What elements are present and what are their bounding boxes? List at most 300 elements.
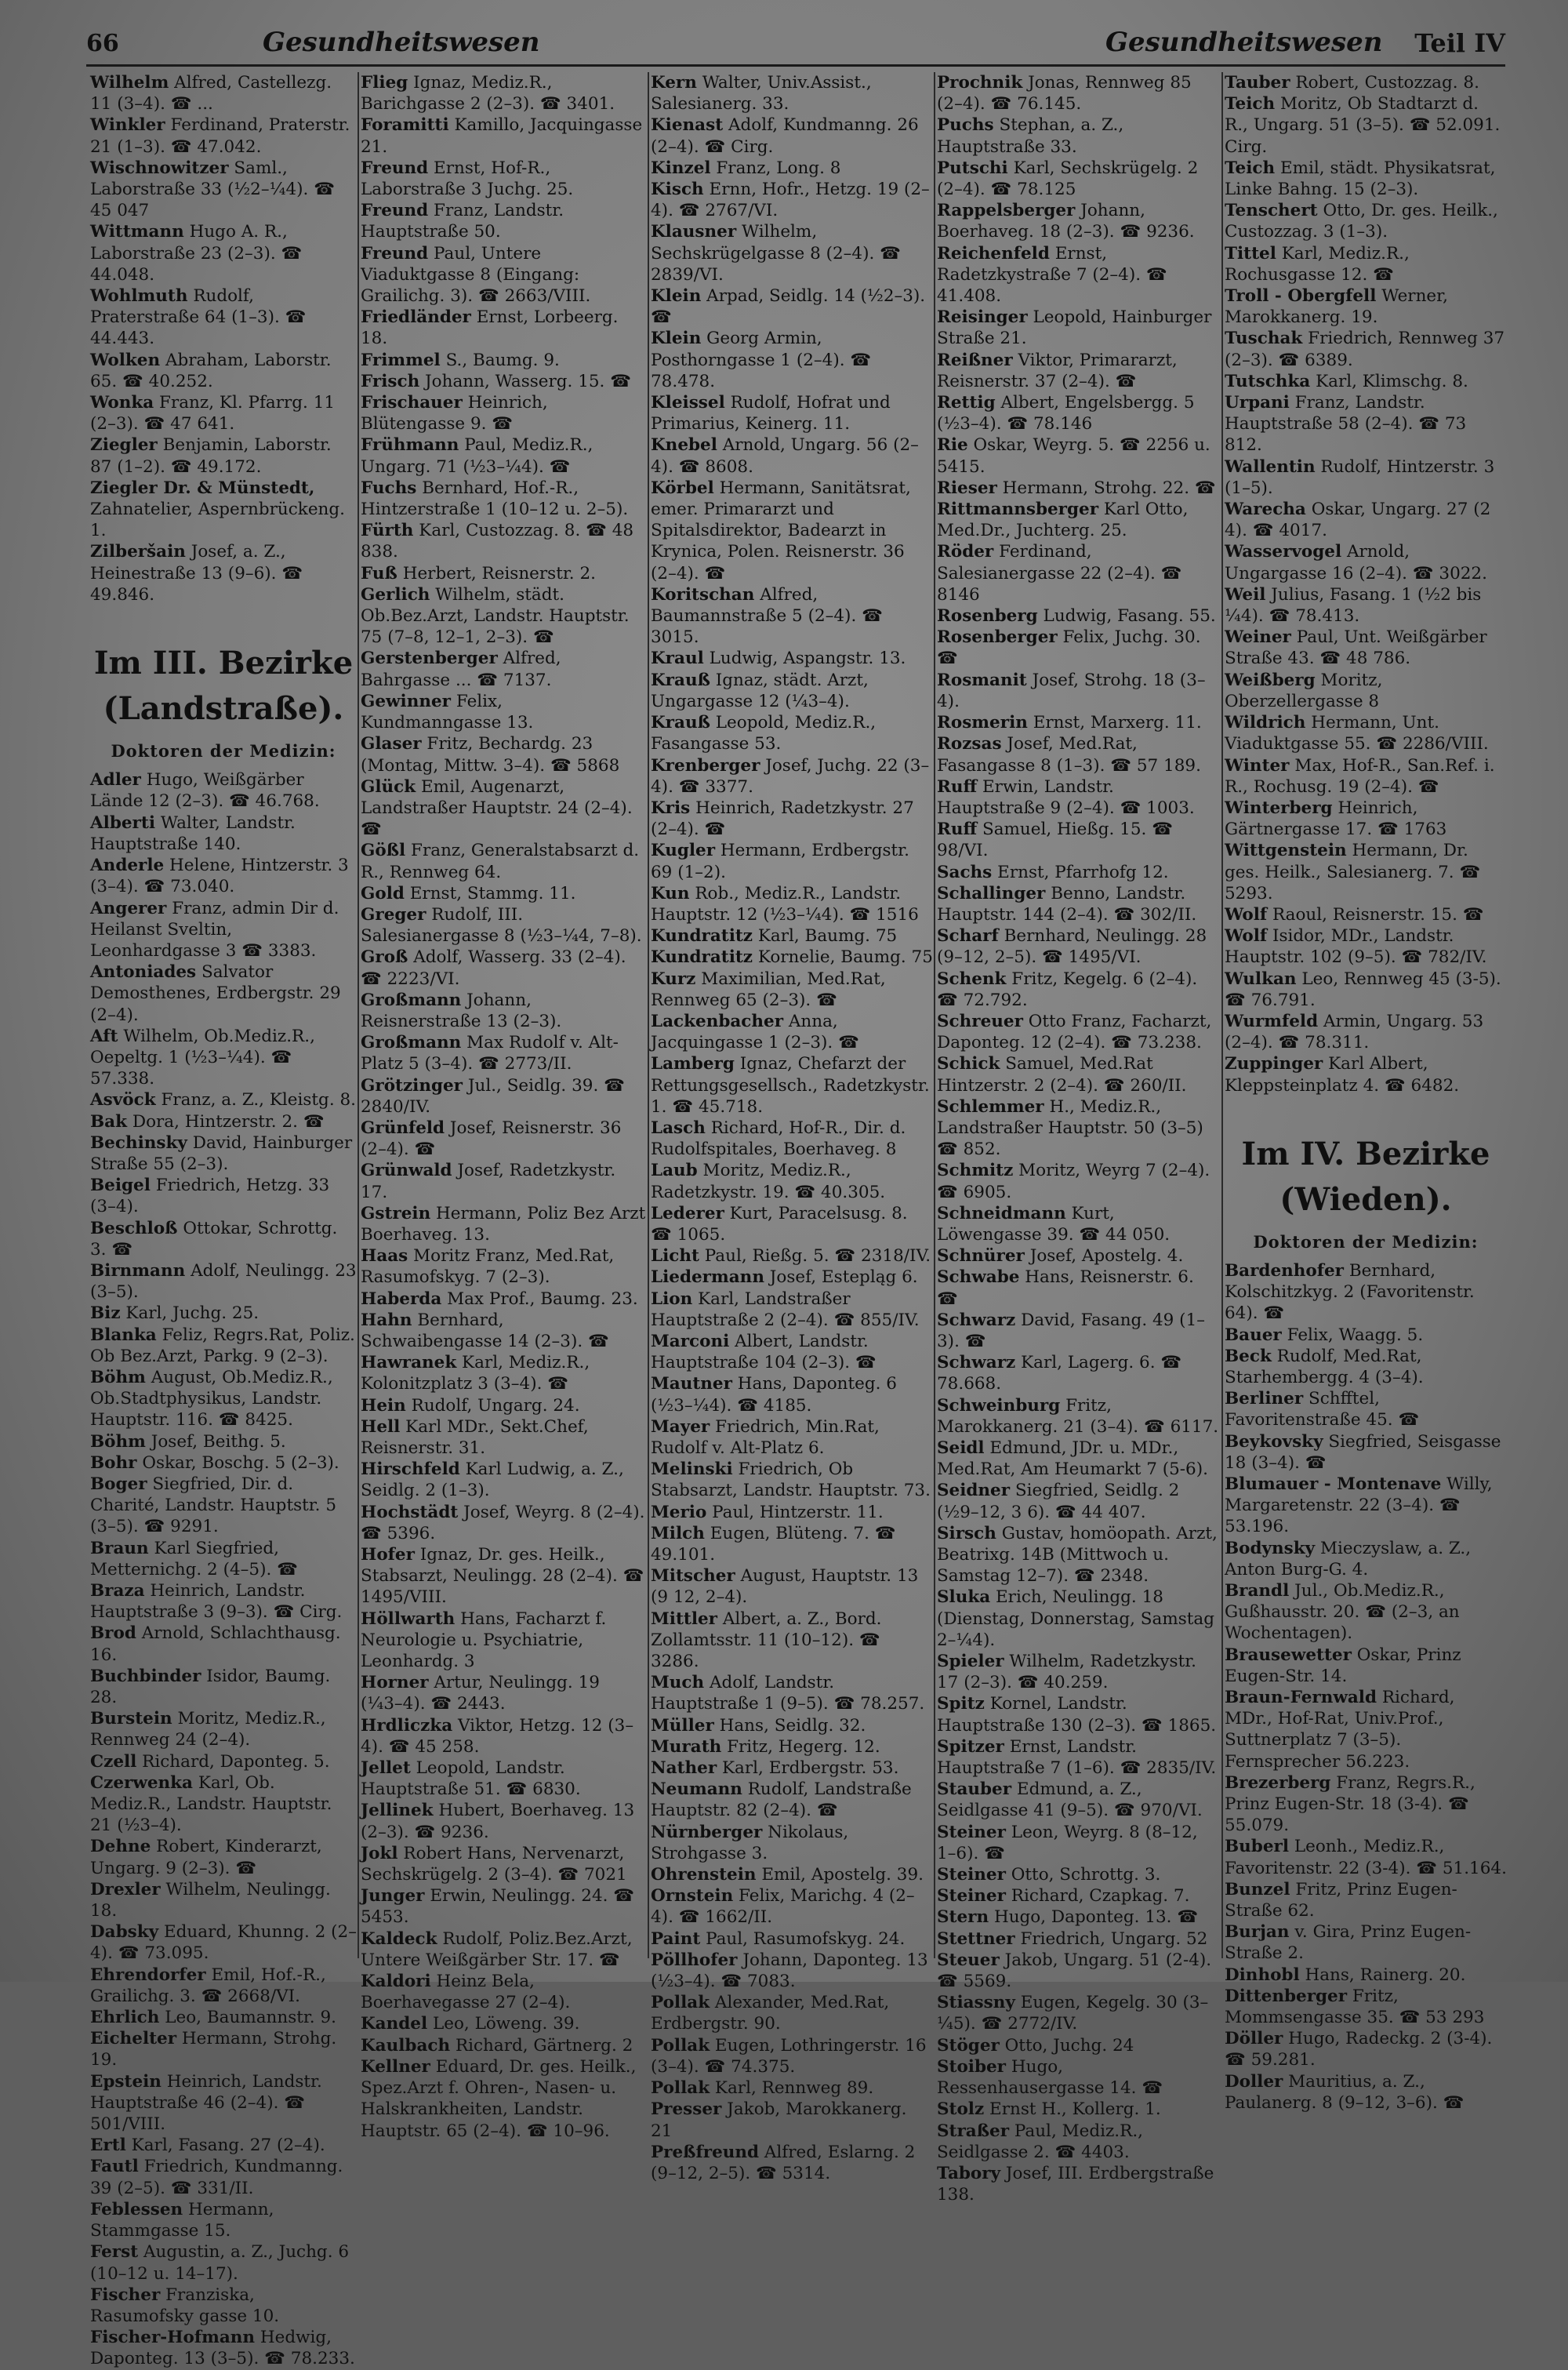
entry-details: Fritz, Marokkanerg. 21 (3–4). ☎ 6117. — [937, 1395, 1219, 1437]
entry-details: Erwin, Landstr. Hauptstraße 9 (2–4). ☎ 1003. — [937, 776, 1195, 818]
district-subheading: (Landstraße). — [103, 690, 344, 728]
entry-details: Josef, a. Z., Heinestraße 13 (9–6). ☎ 49.846. — [90, 542, 303, 605]
directory-entry — [937, 1779, 1219, 1821]
entry-name: Großmann — [361, 1033, 462, 1053]
entry-details: Bernhard, Kolschitzkyg. 2 (Favoritenstr. 64). ☎ — [1225, 1260, 1475, 1324]
entry-details: Walter, Landstr. Hauptstraße 140. — [90, 812, 296, 854]
entry-name: Zilberšain — [90, 542, 186, 562]
entry-details: Moritz, Mediz.R., Radetzkystr. 19. ☎ 40.305. — [651, 1161, 886, 1202]
directory-entry — [90, 221, 357, 285]
entry-name: Lion — [651, 1289, 693, 1309]
directory-entry — [651, 1011, 933, 1053]
entry-details: Hedwig, Daponteg. 13 (3–5). ☎ 78.233. — [90, 2328, 355, 2369]
directory-entry — [1225, 1879, 1507, 1921]
directory-entry — [361, 1395, 647, 1416]
directory-entry — [937, 1011, 1219, 1053]
entry-details: Hans, Facharzt f. Neurologie u. Psychiatrie, Leonhardg. 3 — [361, 1608, 607, 1672]
entry-details: Heinrich, Radetzkystr. 27 (2–4). ☎ — [651, 798, 914, 840]
entry-name: Rie — [937, 435, 968, 456]
entry-details: Josef, Juchg. 22 (3–4). ☎ 3377. — [651, 755, 930, 797]
entry-details: Alfred, Bahrgasse ... ☎ 7137. — [361, 649, 561, 690]
entry-name: Blumauer - Montenave — [1225, 1474, 1442, 1494]
directory-entry — [651, 1331, 933, 1373]
entry-name: Tutschka — [1225, 371, 1311, 391]
directory-entry — [651, 1203, 933, 1245]
entry-details: Ernst, Stammg. 11. — [404, 883, 576, 903]
part-label: Teil IV — [1414, 28, 1505, 58]
directory-entry — [361, 350, 647, 371]
entry-name: Grünfeld — [361, 1118, 445, 1138]
entry-details: Hans, Reisnerstr. 6. ☎ — [937, 1267, 1194, 1309]
entry-name: Merio — [651, 1502, 707, 1522]
entry-name: Dabsky — [90, 1922, 159, 1943]
directory-entry — [361, 648, 647, 690]
entry-name: Rappelsberger — [937, 201, 1076, 221]
entry-name: Gstrein — [361, 1203, 431, 1223]
entry-details: Rudolf, Med.Rat, Starhembergg. 4 (3–4). — [1225, 1346, 1424, 1387]
entry-name: Tauber — [1225, 73, 1290, 93]
entry-name: Wischnowitzer — [90, 158, 229, 178]
directory-entry — [361, 1928, 647, 1971]
directory-entry — [90, 2135, 357, 2156]
entry-details: Raoul, Reisnerstr. 15. ☎ — [1267, 904, 1484, 925]
entry-name: Troll - Obergfell — [1225, 286, 1377, 307]
directory-entry — [90, 1580, 357, 1623]
entry-name: Beck — [1225, 1346, 1272, 1366]
entry-details: Fritz, Kegelg. 6 (2–4). ☎ 72.792. — [937, 969, 1198, 1010]
entry-name: Ornstein — [651, 1886, 734, 1907]
entry-details: Josef, Estepląg 6. — [764, 1267, 918, 1288]
entry-name: Schreuer — [937, 1011, 1023, 1031]
entry-name: Fischer — [90, 2285, 161, 2305]
directory-entry — [651, 2142, 933, 2184]
entry-name: Frimmel — [361, 350, 441, 370]
directory-entry — [651, 1758, 933, 1779]
entry-name: Weißberg — [1225, 670, 1316, 690]
entry-details: Leo, Löweng. 39. — [427, 2014, 580, 2034]
entry-details: Robert, Custozzag. 8. — [1290, 73, 1479, 93]
directory-entry — [651, 392, 933, 434]
directory-entry — [651, 1672, 933, 1714]
entry-details: Saml., Laborstraße 33 (½2–¼4). ☎ 45 047 — [90, 158, 335, 221]
entry-name: Schlemmer — [937, 1096, 1044, 1117]
entry-details: Karl, Lagerg. 6. ☎ 78.668. — [937, 1353, 1182, 1394]
directory-entry — [937, 392, 1219, 434]
directory-entry — [90, 478, 357, 542]
entry-name: Pollak — [651, 2078, 710, 2099]
entry-name: Schenk — [937, 969, 1007, 989]
directory-entry — [651, 648, 933, 669]
entry-name: Kaldori — [361, 1972, 431, 1992]
entry-name: Kandel — [361, 2014, 428, 2034]
entry-name: Kraul — [651, 649, 704, 669]
entry-details: Otto, Juchg. 24 — [999, 2035, 1134, 2056]
entry-details: Hermann, Unt. Viaduktgasse 55. ☎ 2286/VIII. — [1225, 713, 1489, 754]
entry-details: Felix, Kundmanngasse 13. — [361, 691, 534, 733]
entry-name: Schallinger — [937, 883, 1046, 903]
entry-name: Friedländer — [361, 307, 471, 328]
entry-name: Knebel — [651, 435, 717, 456]
entry-details: Josef, Apostelg. 4. — [1024, 1246, 1184, 1267]
entry-details: Leopold, Mediz.R., Fasangasse 53. — [651, 713, 877, 754]
directory-entry — [937, 1736, 1219, 1779]
directory-entry — [90, 769, 357, 812]
directory-entry — [937, 776, 1219, 819]
entry-details: Hermann, Dr. ges. Heilk., Salesianerg. 7. ☎ 5293. — [1225, 841, 1481, 903]
entry-details: Benno, Landstr. Hauptstr. 144 (2–4). ☎ 302/II. — [937, 883, 1197, 925]
column-1 — [90, 72, 357, 2369]
directory-entry — [1225, 1053, 1507, 1096]
directory-entry — [937, 969, 1219, 1011]
directory-entry — [1225, 1836, 1507, 1878]
directory-entry — [651, 670, 933, 712]
entry-details: Karl, Mediz.R., Kolonitzplatz 3 (3–4). ☎ — [361, 1353, 590, 1394]
directory-entry — [1225, 1011, 1507, 1053]
directory-entry — [651, 712, 933, 754]
entry-details: Kurt, Paracelsusg. 8. ☎ 1065. — [651, 1203, 908, 1245]
directory-entry — [361, 1885, 647, 1928]
entry-name: Greger — [361, 904, 426, 925]
entry-name: Ziegler — [90, 435, 158, 456]
entry-name: Frühmann — [361, 435, 459, 456]
entry-name: Grötzinger — [361, 1075, 463, 1096]
entry-details: Friedrich, Ob Stabsarzt, Landstr. Hauptstr. 73. — [651, 1459, 931, 1501]
entry-details: Ernst, Hof-R., Laborstraße 3 Juchg. 25. — [361, 158, 574, 200]
directory-entry — [651, 478, 933, 584]
entry-name: Ertl — [90, 2136, 126, 2156]
directory-entry — [651, 755, 933, 798]
directory-entry — [937, 1267, 1219, 1309]
entry-name: Fuß — [361, 563, 397, 583]
entry-name: Klausner — [651, 222, 737, 242]
entry-details: Heinrich, Landstr. Hauptstraße 3 (9–3). ☎ Cirg. — [90, 1581, 343, 1623]
district-subheading: (Wieden). — [1279, 1180, 1452, 1218]
entry-details: Hermann, Stammgasse 15. — [90, 2199, 274, 2241]
entry-name: Wittmann — [90, 222, 184, 242]
entry-details: Otto, Schrottg. 3. — [1005, 1865, 1161, 1885]
entry-name: Jellet — [361, 1758, 411, 1779]
entry-details: Wilhelm, Sechskrügelgasse 8 (2–4). ☎ 2839/VI. — [651, 222, 901, 285]
directory-entry — [1225, 392, 1507, 456]
directory-entry — [361, 1245, 647, 1288]
entry-details: Leopold, Landstr. Hauptstraße 51. ☎ 6830. — [361, 1758, 581, 1800]
entry-details: Rudolf, Landstraße Hauptstr. 82 (2–4). ☎ — [651, 1779, 912, 1821]
directory-entry — [90, 1431, 357, 1452]
entry-details: Eugen, Kegelg. 30 (3–¼5). ☎ 2772/IV. — [937, 1993, 1209, 2034]
entry-name: Hell — [361, 1416, 401, 1437]
entry-name: Winterberg — [1225, 798, 1333, 818]
directory-entry — [90, 812, 357, 855]
directory-entry — [361, 371, 647, 392]
entry-details: Johann, Boerhaveg. 18 (2–3). ☎ 9236. — [937, 201, 1195, 242]
entry-details: Alfred, Castellezg. 11 (3–4). ☎ ... — [90, 73, 332, 115]
entry-details: Oskar, Prinz Eugen-Str. 14. — [1225, 1645, 1461, 1686]
entry-name: Presser — [651, 2099, 722, 2120]
entry-details: Josef, Radetzkystr. 17. — [361, 1161, 616, 1202]
directory-entry — [361, 243, 647, 307]
entry-name: Adler — [90, 770, 141, 791]
entry-name: Steiner — [937, 1822, 1006, 1842]
entry-details: Isidor, MDr., Landstr. Hauptstr. 102 (9–5). ☎ 782/IV. — [1225, 926, 1487, 968]
entry-name: Buchbinder — [90, 1666, 201, 1686]
page-header — [86, 22, 1505, 63]
entry-name: Lederer — [651, 1203, 724, 1223]
entry-name: Beschloß — [90, 1218, 178, 1238]
entry-name: Ziegler Dr. & Münstedt, — [90, 478, 315, 498]
directory-entry — [90, 898, 357, 962]
entry-name: Grünwald — [361, 1161, 452, 1181]
entry-name: Bunzel — [1225, 1879, 1290, 1899]
entry-name: Frisch — [361, 371, 420, 391]
directory-entry — [361, 2056, 647, 2142]
directory-entry — [361, 1160, 647, 1202]
entry-details: Rudolf, Ungarg. 24. — [405, 1395, 580, 1416]
entry-details: Adolf, Landstr. Hauptstraße 1 (9–5). ☎ 78.257. — [651, 1673, 925, 1714]
entry-details: August, Ob.Mediz.R., Ob.Stadtphysikus, Landstr. Hauptstr. 116. ☎ 8425. — [90, 1367, 333, 1430]
entry-details: Julius, Fasang. 1 (½2 bis ¼4). ☎ 78.413. — [1225, 584, 1482, 627]
entry-name: Putschi — [937, 158, 1008, 178]
directory-entry — [90, 1089, 357, 1110]
entry-name: Teich — [1225, 94, 1276, 115]
entry-details: August, Hauptstr. 13 (9 12, 2–4). — [651, 1566, 919, 1608]
entry-details: Wilhelm, Ob.Mediz.R., Oepeltg. 1 (½3–¼4). ☎ 57.338. — [90, 1026, 315, 1089]
directory-entry — [1225, 840, 1507, 904]
directory-entry — [937, 2056, 1219, 2099]
entry-name: Kleissel — [651, 393, 725, 413]
directory-entry — [937, 1864, 1219, 1885]
entry-name: Mayer — [651, 1416, 710, 1437]
entry-details: Felix, Marichg. 4 (2–4). ☎ 1662/II. — [651, 1886, 915, 1928]
directory-entry — [937, 2121, 1219, 2163]
entry-name: Spieler — [937, 1652, 1004, 1672]
entry-name: Wolken — [90, 350, 161, 370]
directory-entry — [90, 1666, 357, 1708]
entry-name: Ohrenstein — [651, 1865, 757, 1885]
entry-details: Samuel, Hießg. 15. ☎ 98/VI. — [937, 820, 1173, 861]
entry-details: Franz, Landstr. Hauptstraße 50. — [361, 201, 564, 242]
district-heading: Im IV. Bezirke — [1241, 1135, 1490, 1172]
directory-entry — [937, 1203, 1219, 1245]
directory-entry — [937, 1523, 1219, 1587]
entry-details: Erwin, Neulingg. 24. ☎ 5453. — [361, 1886, 635, 1928]
entry-details: Ernst H., Kollerg. 1. — [984, 2099, 1161, 2120]
entry-name: Jellinek — [361, 1801, 434, 1821]
directory-entry — [937, 1907, 1219, 1928]
entry-details: Eugen, Lothringerstr. 16 (3–4). ☎ 74.375. — [651, 2035, 927, 2077]
directory-entry — [90, 2028, 357, 2070]
entry-name: Winkler — [90, 115, 165, 136]
directory-entry — [651, 115, 933, 157]
entry-details: Paul, Untere Viaduktgasse 8 (Eingang: Grailichg. 3). ☎ 2663/VIII. — [361, 243, 591, 307]
entry-name: Kaulbach — [361, 2035, 451, 2056]
entry-name: Buberl — [1225, 1837, 1290, 1857]
entry-name: Kisch — [651, 180, 704, 200]
directory-entry — [361, 434, 647, 477]
directory-entry — [361, 1608, 647, 1673]
directory-entry — [1225, 1965, 1507, 1986]
entry-details: Oskar, Boschg. 5 (2–3). — [136, 1452, 339, 1473]
entry-name: Czerwenka — [90, 1772, 193, 1793]
entry-name: Angerer — [90, 898, 167, 918]
entry-name: Stiassny — [937, 1993, 1015, 2013]
entry-name: Braun — [90, 1538, 149, 1558]
entry-details: Bernhard, Schwaibengasse 14 (2–3). ☎ — [361, 1310, 609, 1351]
entry-details: Viktor, Primararzt, Reisnerstr. 37 (2–4). ☎ — [937, 350, 1178, 391]
entry-details: Karl MDr., Sekt.Chef, Reisnerstr. 31. — [361, 1416, 589, 1458]
entry-name: Rozsas — [937, 734, 1002, 754]
directory-entry — [361, 1800, 647, 1842]
entry-details: Jakob, Marokkanerg. 21 — [651, 2099, 907, 2141]
directory-entry — [937, 115, 1219, 157]
entry-name: Sirsch — [937, 1523, 996, 1543]
entry-details: Armin, Ungarg. 53 (2–4). ☎ 78.311. — [1225, 1011, 1484, 1053]
entry-details: Josef, Strohg. 18 (3–4). — [937, 670, 1206, 711]
directory-entry — [90, 1772, 357, 1837]
entry-name: Lasch — [651, 1118, 706, 1138]
entry-details: Ignaz, Chefarzt der Rettungsgesellsch., Radetzkystr. 1. ☎ 45.718. — [651, 1054, 930, 1117]
directory-entry — [651, 883, 933, 925]
entry-name: Liedermann — [651, 1267, 764, 1288]
entry-details: Moritz, Mediz.R., Rennweg 24 (2–4). — [90, 1709, 326, 1750]
directory-entry — [1225, 712, 1507, 754]
entry-details: Siegfried, Seisgasse 18 (3–4). ☎ — [1225, 1431, 1501, 1473]
directory-entry — [90, 1879, 357, 1921]
entry-name: Preßfreund — [651, 2142, 760, 2162]
directory-entry — [651, 72, 933, 115]
entry-name: Hochstädt — [361, 1502, 459, 1522]
entry-name: Schick — [937, 1054, 1000, 1074]
directory-entry — [651, 1245, 933, 1267]
running-title-right: Gesundheitswesen — [1105, 27, 1383, 58]
entry-details: David, Fasang. 49 (1–3). ☎ — [937, 1310, 1205, 1351]
entry-details: Felix, Juchg. 30. ☎ — [937, 627, 1201, 669]
entry-details: Kurt, Löwengasse 39. ☎ 44 050. — [937, 1203, 1171, 1245]
entry-name: Doller — [1225, 2071, 1283, 2092]
entry-details: Artur, Neulingg. 19 (¼3–4). ☎ 2443. — [361, 1673, 600, 1714]
entry-details: Herbert, Reisnerstr. 2. — [397, 563, 596, 583]
entry-name: Reisinger — [937, 307, 1028, 328]
entry-name: Tittel — [1225, 243, 1276, 264]
entry-details: Heinrich, Blütengasse 9. ☎ — [361, 393, 548, 434]
entry-name: Flieg — [361, 73, 408, 93]
entry-details: Fritz, Hegerg. 12. — [721, 1736, 880, 1757]
directory-entry — [651, 1502, 933, 1523]
entry-name: Ehrendorfer — [90, 1965, 206, 1985]
entry-name: Anderle — [90, 856, 165, 876]
entry-details: Moritz, Oberzellergasse 8 — [1225, 670, 1383, 711]
entry-name: Puchs — [937, 115, 994, 136]
entry-details: Georg Armin, Posthorngasse 1 (2–4). ☎ 78.478. — [651, 329, 872, 391]
directory-entry — [361, 947, 647, 989]
entry-details: Franz, Regrs.R., Prinz Eugen-Str. 18 (3-4). ☎ 55.079. — [1225, 1772, 1475, 1836]
entry-name: Berliner — [1225, 1389, 1304, 1409]
entry-name: Seidner — [937, 1481, 1011, 1501]
entry-details: Friedrich, Hetzg. 33 (3–4). — [90, 1176, 330, 1217]
directory-entry — [90, 2327, 357, 2369]
category-heading: Doktoren der Medizin: — [111, 741, 336, 762]
entry-name: Höllwarth — [361, 1608, 456, 1629]
entry-name: Spitzer — [937, 1736, 1004, 1757]
entry-details: Mauritius, a. Z., Paulanerg. 8 (9–12, 3–6). ☎ — [1225, 2071, 1465, 2113]
directory-entry — [937, 2163, 1219, 2205]
entry-name: Stolz — [937, 2099, 985, 2120]
entry-details: Max Rudolf v. Alt-Platz 5 (3–4). ☎ 2773/II. — [361, 1033, 619, 1074]
directory-entry — [651, 1779, 933, 1821]
directory-entry — [1225, 158, 1507, 200]
entry-details: Eugen, Blüteng. 7. ☎ 49.101. — [651, 1523, 896, 1565]
entry-name: Rosenberg — [937, 606, 1038, 627]
directory-entry — [937, 883, 1219, 925]
entry-name: Stöger — [937, 2035, 1000, 2056]
entry-details: Jul., Seidlg. 39. ☎ 2840/IV. — [361, 1075, 625, 1117]
directory-entry — [1225, 93, 1507, 158]
entry-details: Rudolf, Praterstraße 64 (1–3). ☎ 44.443. — [90, 286, 307, 349]
entry-details: Isidor, Baumg. 28. — [90, 1666, 331, 1708]
entry-name: Haberda — [361, 1289, 442, 1309]
directory-entry — [90, 2199, 357, 2241]
directory-entry — [361, 1459, 647, 1501]
entry-details: Karl, Ob. Mediz.R., Landstr. Hauptstr. 21 (½3–4). — [90, 1772, 332, 1836]
entry-name: Reichenfeld — [937, 243, 1050, 264]
entry-name: Mittler — [651, 1608, 718, 1629]
entry-details: Johann, Wasserg. 15. ☎ — [419, 371, 631, 391]
directory-entry — [937, 2035, 1219, 2056]
entry-details: Heinrich, Landstr. Hauptstraße 46 (2–4). ☎ 501/VIII. — [90, 2071, 322, 2135]
entry-name: Fischer-Hofmann — [90, 2328, 256, 2348]
entry-name: Paint — [651, 1928, 701, 1949]
entry-name: Fautl — [90, 2157, 139, 2177]
entry-details: Feliz, Regrs.Rat, Poliz. Ob Bez.Arzt, Parkg. 9 (2–3). — [90, 1325, 355, 1366]
entry-list — [361, 72, 647, 2142]
directory-entry — [90, 1452, 357, 1474]
directory-entry — [937, 1587, 1219, 1651]
directory-entry — [1225, 1431, 1507, 1474]
entry-details: Edmund, JDr. u. MDr., Med.Rat, Am Heumarkt 7 (5-6). — [937, 1438, 1208, 1480]
directory-entry — [90, 1474, 357, 1538]
directory-entry — [1225, 627, 1507, 669]
directory-entry — [651, 798, 933, 840]
entry-details: H., Mediz.R., Landstraßer Hauptstr. 50 (3–5) ☎ 852. — [937, 1096, 1203, 1160]
entry-name: Mautner — [651, 1374, 732, 1394]
column-divider — [934, 72, 935, 1958]
directory-entry — [1225, 670, 1507, 712]
entry-name: Kinzel — [651, 158, 711, 178]
entry-details: Josef, Med.Rat, Fasangasse 8 (1–3). ☎ 57 189. — [937, 734, 1201, 776]
entry-name: Bechinsky — [90, 1132, 187, 1153]
directory-entry — [90, 72, 357, 115]
entry-details: Adolf, Kundmanng. 26 (2–4). ☎ Cirg. — [651, 115, 919, 157]
directory-entry — [1225, 1388, 1507, 1430]
directory-entry — [937, 925, 1219, 968]
directory-entry — [937, 819, 1219, 861]
directory-entry — [1225, 285, 1507, 328]
entry-details: Adolf, Wasserg. 33 (2–4). ☎ 2223/VI. — [361, 947, 626, 989]
entry-details: Viktor, Hetzg. 12 (3–4). ☎ 45 258. — [361, 1715, 634, 1757]
directory-entry — [90, 350, 357, 392]
entry-name: Licht — [651, 1246, 699, 1267]
entry-name: Gerlich — [361, 584, 430, 605]
entry-details: Karl, Custozzag. 8. ☎ 48 838. — [361, 521, 634, 562]
directory-entry — [361, 1289, 647, 1310]
entry-name: Teich — [1225, 158, 1276, 178]
directory-entry — [1225, 200, 1507, 242]
entry-details: Hubert, Boerhaveg. 13 (2–3). ☎ 9236. — [361, 1801, 635, 1842]
directory-entry — [937, 1053, 1219, 1096]
entry-name: Brod — [90, 1623, 136, 1644]
entry-name: Wallentin — [1225, 456, 1316, 477]
entry-name: Laub — [651, 1161, 698, 1181]
entry-details: Hugo, Daponteg. 13. ☎ — [989, 1907, 1199, 1928]
